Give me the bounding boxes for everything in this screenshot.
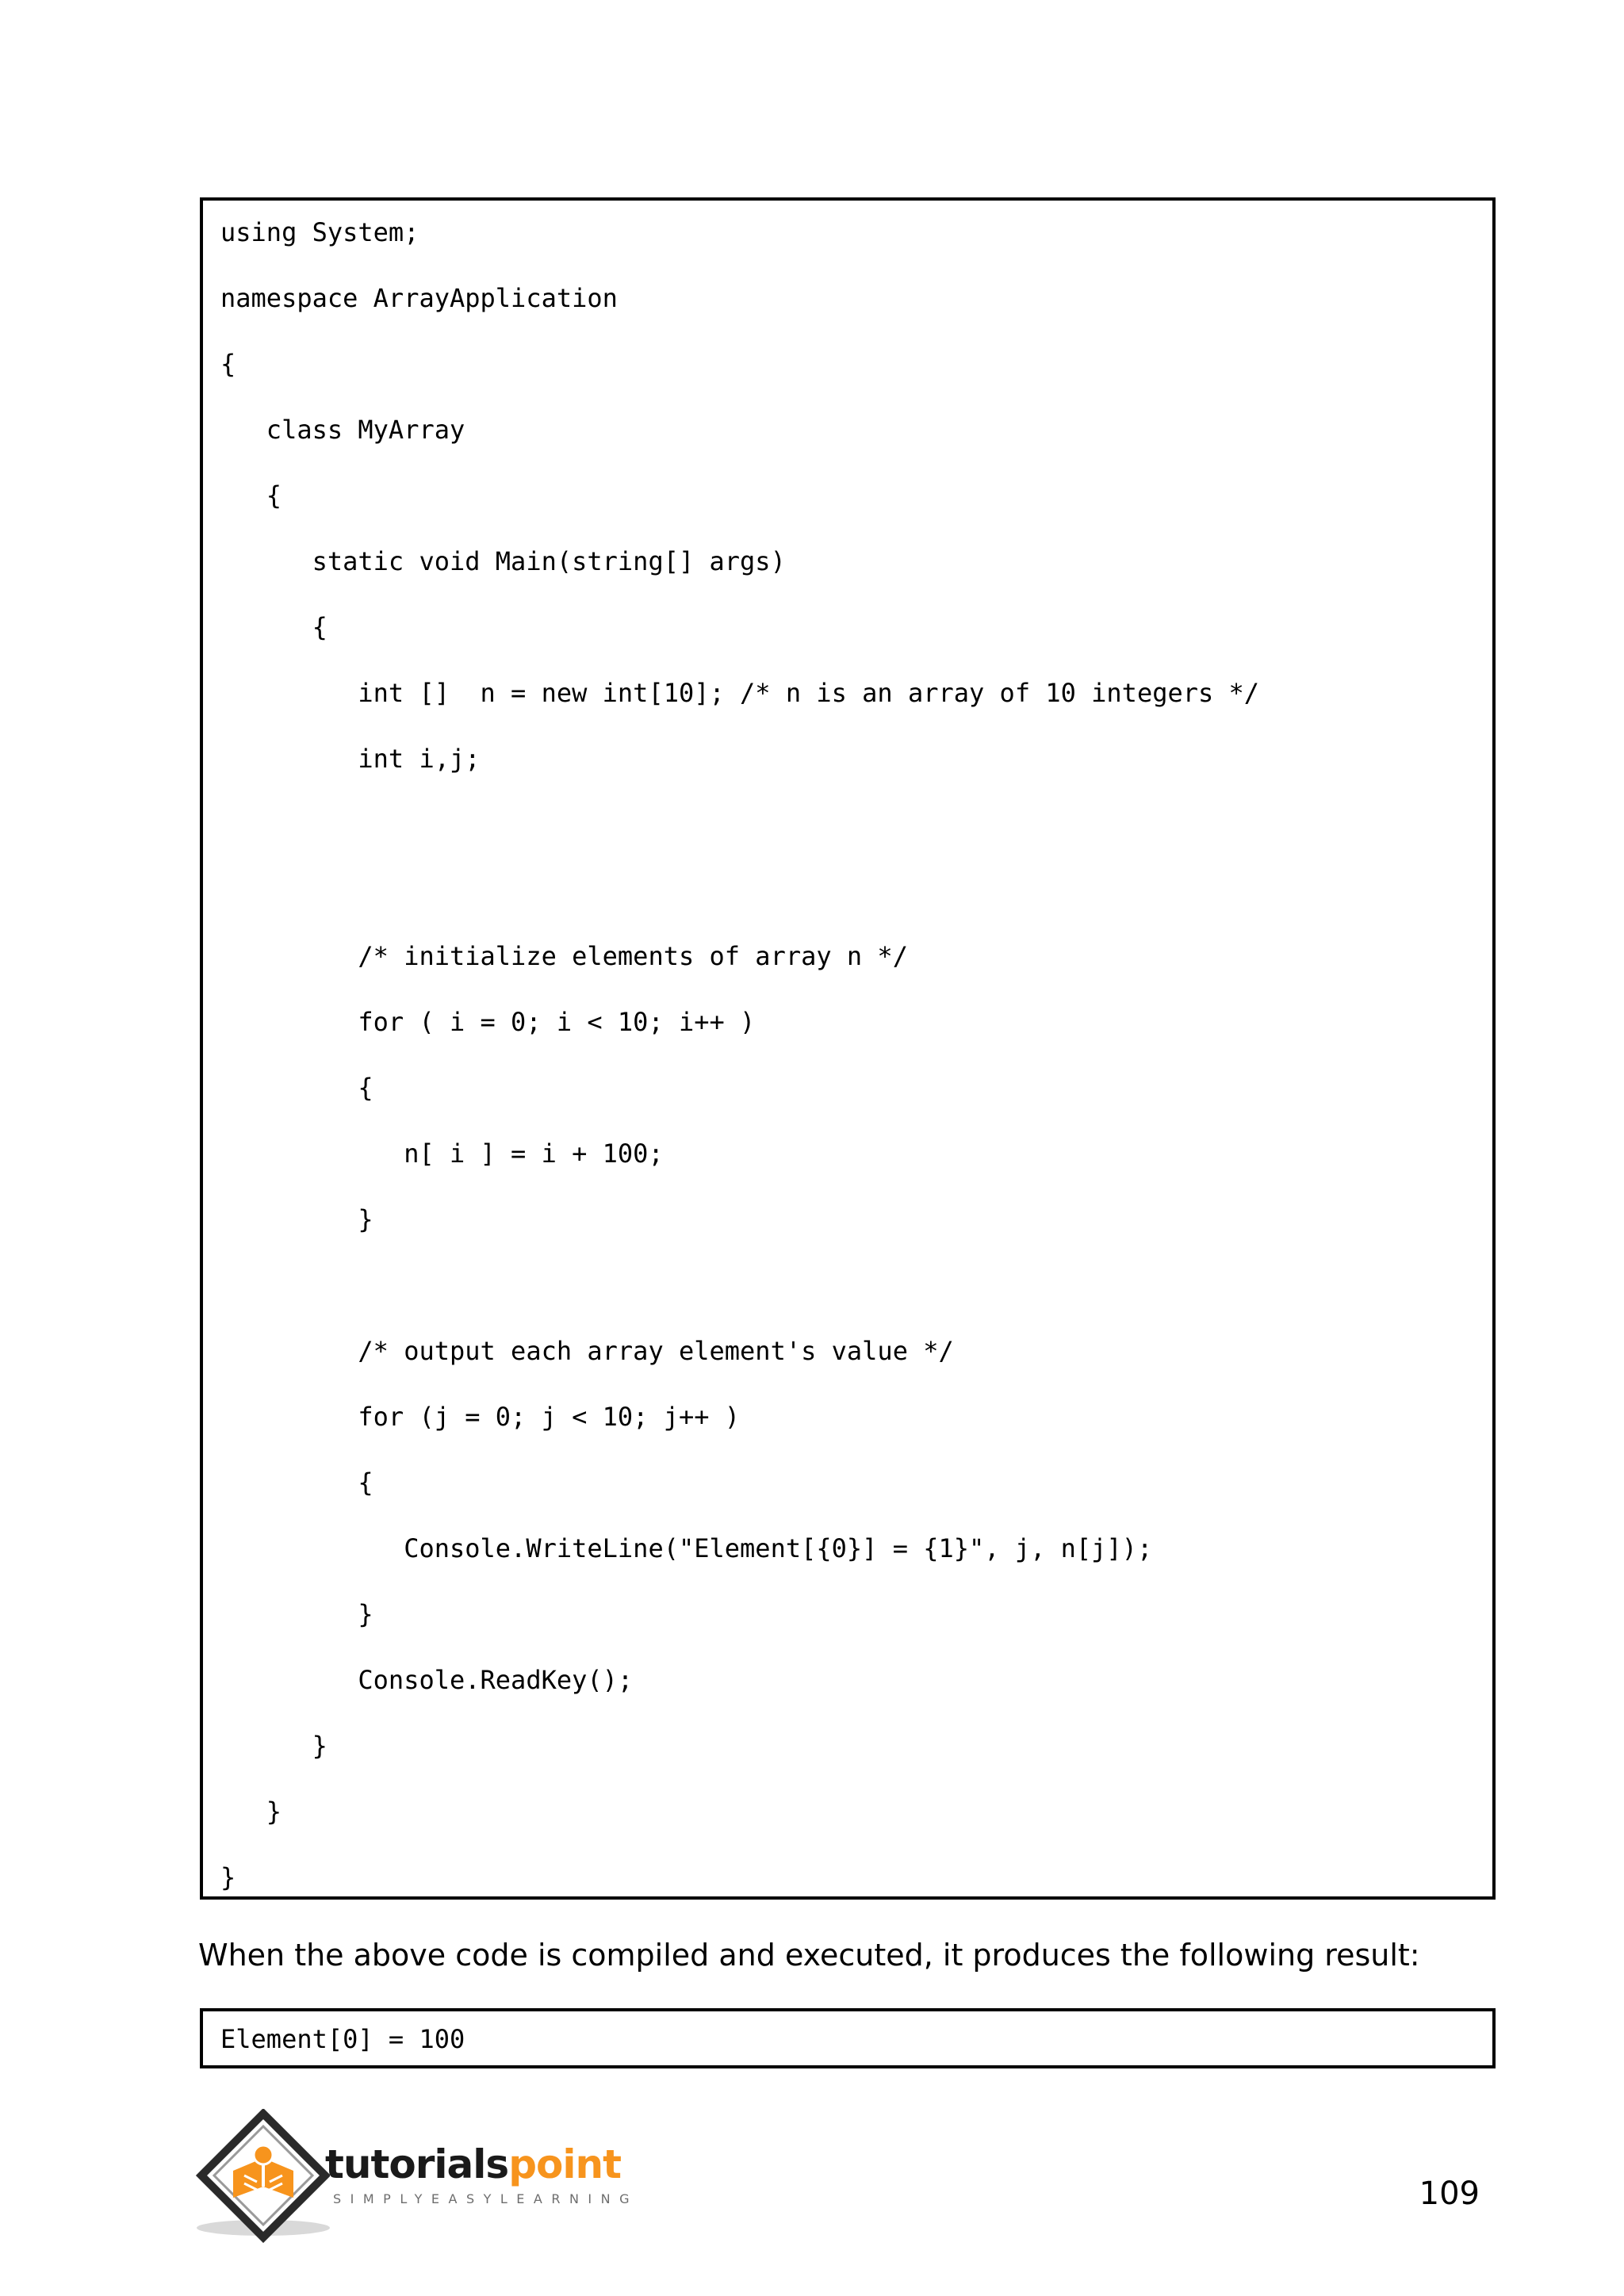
output-listing	[200, 2008, 1496, 2068]
code-line: {	[220, 480, 282, 511]
code-line: using System;	[220, 217, 419, 247]
tutorialspoint-logo	[195, 2109, 655, 2244]
code-line: n[ i ] = i + 100;	[220, 1138, 664, 1169]
code-line: {	[220, 612, 327, 642]
logo-word-tutorials: tutorials	[325, 2141, 509, 2187]
code-line: /* output each array element's value */	[220, 1336, 954, 1366]
code-line: Console.ReadKey();	[220, 1665, 634, 1695]
logo-tagline: SIMPLYEASYLEARNING	[333, 2191, 639, 2206]
code-line: int i,j;	[220, 744, 481, 774]
code-line: }	[220, 1731, 327, 1761]
code-line: namespace ArrayApplication	[220, 283, 618, 313]
result-intro-text: When the above code is compiled and executed, it produces the following result:	[198, 1938, 1420, 1973]
output-line: Element[0] = 100	[220, 2024, 465, 2054]
code-line: for ( i = 0; i < 10; i++ )	[220, 1007, 756, 1037]
code-listing	[200, 197, 1496, 1900]
code-line: {	[220, 1073, 373, 1103]
code-line: static void Main(string[] args)	[220, 546, 786, 576]
code-line: {	[220, 349, 236, 379]
code-line: {	[220, 1468, 373, 1498]
code-line: Console.WriteLine("Element[{0}] = {1}", j, n[j]);	[220, 1533, 1153, 1563]
logo-emblem-icon	[195, 2109, 330, 2244]
code-line: }	[220, 1862, 236, 1892]
code-line: int [] n = new int[10]; /* n is an array of 10 integers */	[220, 678, 1260, 708]
page-number: 109	[1419, 2175, 1480, 2212]
code-line: }	[220, 1204, 373, 1234]
code-line: }	[220, 1797, 282, 1827]
code-line: }	[220, 1599, 373, 1629]
code-line: for (j = 0; j < 10; j++ )	[220, 1402, 741, 1432]
code-line: class MyArray	[220, 415, 465, 445]
code-line: /* initialize elements of array n */	[220, 941, 908, 971]
logo-word-point: point	[508, 2141, 621, 2187]
logo-wordmark	[325, 2142, 621, 2187]
